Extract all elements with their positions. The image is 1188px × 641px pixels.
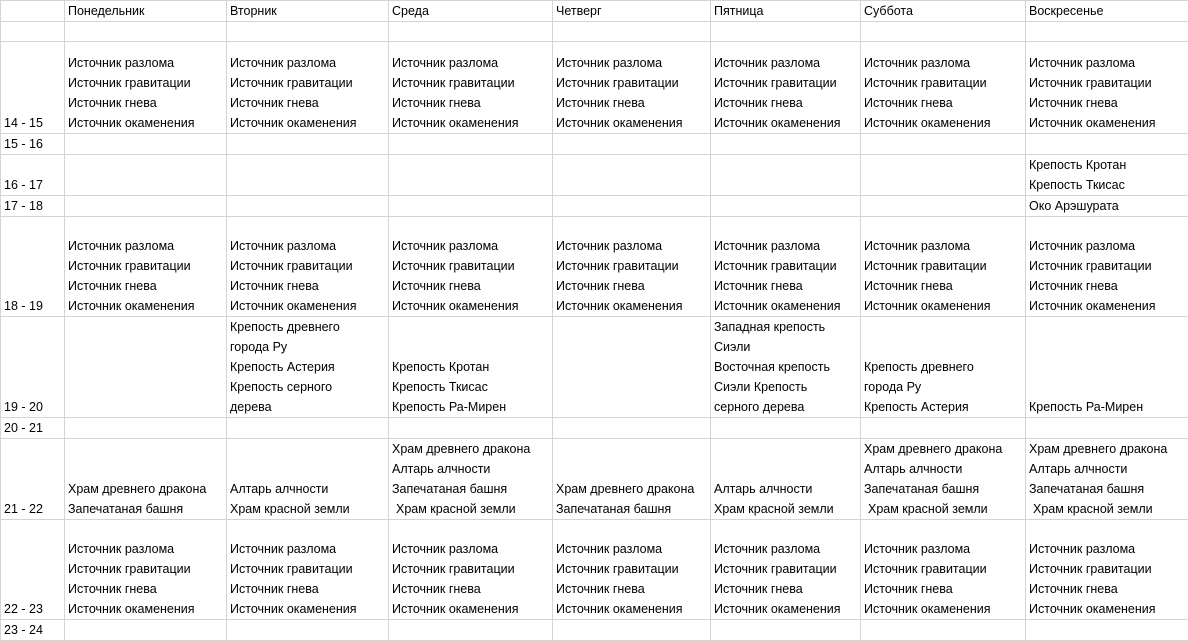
schedule-row	[1, 134, 1188, 155]
header-day-cell[interactable]: Вторник	[227, 1, 389, 22]
event-line: Источник гнева	[556, 579, 707, 599]
event-cell[interactable]	[711, 317, 861, 418]
event-line: Храм древнего дракона	[864, 439, 1022, 459]
event-line: Алтарь алчности	[230, 479, 385, 499]
event-cell[interactable]	[1026, 439, 1188, 520]
event-line: Источник гравитации	[68, 256, 223, 276]
event-cell[interactable]	[65, 317, 227, 418]
event-line: Алтарь алчности	[392, 459, 549, 479]
event-line: Храм древнего дракона	[392, 439, 549, 459]
event-line: Источник гравитации	[230, 559, 385, 579]
time-slot-cell[interactable]	[1, 22, 65, 42]
event-line: Источник гнева	[714, 93, 857, 113]
event-line: Храм красной земли	[1029, 499, 1185, 519]
event-line: Алтарь алчности	[864, 459, 1022, 479]
event-line: Источник окаменения	[556, 113, 707, 133]
event-line: Источник гравитации	[1029, 256, 1185, 276]
event-line: Источник гравитации	[556, 73, 707, 93]
event-line: Источник гнева	[1029, 93, 1185, 113]
schedule-body	[1, 22, 1188, 641]
event-cell[interactable]	[389, 317, 553, 418]
event-line: Источник гнева	[864, 276, 1022, 296]
event-line: Источник гнева	[230, 93, 385, 113]
header-day-cell[interactable]: Пятница	[711, 1, 861, 22]
event-cell[interactable]	[1026, 317, 1188, 418]
event-cell[interactable]	[1026, 134, 1188, 155]
event-line: Источник окаменения	[714, 296, 857, 316]
event-line: Западная крепость	[714, 317, 857, 337]
event-line: Источник гравитации	[230, 73, 385, 93]
event-line: Источник окаменения	[864, 599, 1022, 619]
time-slot-cell[interactable]: 16 - 17	[1, 155, 65, 196]
event-cell[interactable]	[65, 42, 227, 134]
event-line: Источник гнева	[392, 93, 549, 113]
event-cell[interactable]	[227, 620, 389, 641]
event-cell[interactable]	[861, 620, 1026, 641]
event-cell[interactable]	[389, 620, 553, 641]
event-line: Источник разлома	[392, 236, 549, 256]
event-cell[interactable]	[389, 134, 553, 155]
header-day-cell[interactable]: Среда	[389, 1, 553, 22]
event-cell[interactable]	[711, 22, 861, 42]
event-cell[interactable]	[861, 520, 1026, 620]
schedule-row	[1, 620, 1188, 641]
event-line: Источник разлома	[68, 53, 223, 73]
event-line: Крепость Ра-Мирен	[392, 397, 549, 417]
event-line: города Ру	[864, 377, 1022, 397]
event-line: Источник окаменения	[1029, 113, 1185, 133]
event-line: Храм красной земли	[230, 499, 385, 519]
event-line: Источник гравитации	[864, 256, 1022, 276]
event-line: Источник окаменения	[230, 113, 385, 133]
event-line: Источник разлома	[714, 236, 857, 256]
event-line: Источник окаменения	[392, 296, 549, 316]
event-line: Источник разлома	[392, 539, 549, 559]
event-line: Источник гнева	[1029, 579, 1185, 599]
event-line: Храм красной земли	[714, 499, 857, 519]
time-slot-cell[interactable]: 23 - 24	[1, 620, 65, 641]
event-line: Источник гравитации	[230, 256, 385, 276]
event-cell[interactable]	[227, 155, 389, 196]
time-slot-cell[interactable]: 21 - 22	[1, 439, 65, 520]
event-line: Источник гнева	[68, 579, 223, 599]
event-cell[interactable]	[65, 439, 227, 520]
event-line: Источник гравитации	[556, 559, 707, 579]
event-line: Источник окаменения	[714, 599, 857, 619]
event-cell[interactable]	[389, 42, 553, 134]
event-cell[interactable]	[227, 134, 389, 155]
event-line: Источник гравитации	[392, 256, 549, 276]
event-line: Источник гнева	[230, 276, 385, 296]
event-line: Источник окаменения	[230, 296, 385, 316]
event-line: Источник гравитации	[392, 73, 549, 93]
event-line: Источник гравитации	[68, 73, 223, 93]
event-line: Сиэли Крепость	[714, 377, 857, 397]
header-day-cell[interactable]: Четверг	[553, 1, 711, 22]
event-cell[interactable]	[553, 42, 711, 134]
event-cell[interactable]	[227, 196, 389, 217]
event-line: Источник гнева	[392, 579, 549, 599]
event-cell[interactable]	[553, 317, 711, 418]
event-line: Источник гнева	[864, 579, 1022, 599]
event-cell[interactable]	[711, 620, 861, 641]
event-line: Крепость древнего	[864, 357, 1022, 377]
event-line: Запечатаная башня	[864, 479, 1022, 499]
event-line: Источник гравитации	[1029, 559, 1185, 579]
event-line: Сиэли	[714, 337, 857, 357]
event-line: Источник гравитации	[714, 559, 857, 579]
event-line: Источник окаменения	[864, 113, 1022, 133]
event-cell[interactable]	[711, 196, 861, 217]
event-line: Источник гравитации	[556, 256, 707, 276]
event-cell[interactable]	[711, 520, 861, 620]
event-cell[interactable]	[1026, 22, 1188, 42]
time-slot-cell[interactable]: 19 - 20	[1, 317, 65, 418]
event-cell[interactable]	[65, 22, 227, 42]
time-slot-cell[interactable]: 22 - 23	[1, 520, 65, 620]
event-cell[interactable]	[553, 22, 711, 42]
schedule-row	[1, 317, 1188, 418]
event-cell[interactable]	[553, 196, 711, 217]
time-slot-cell[interactable]: 20 - 21	[1, 418, 65, 439]
event-cell[interactable]	[389, 217, 553, 317]
event-cell[interactable]	[861, 196, 1026, 217]
event-line: Храм древнего дракона	[68, 479, 223, 499]
event-cell[interactable]	[861, 134, 1026, 155]
event-cell[interactable]	[711, 155, 861, 196]
event-line: Крепость Ткисас	[392, 377, 549, 397]
header-corner-cell[interactable]	[1, 1, 65, 22]
event-cell[interactable]	[389, 418, 553, 439]
header-day-cell[interactable]: Суббота	[861, 1, 1026, 22]
event-cell[interactable]	[65, 196, 227, 217]
event-line: Запечатаная башня	[68, 499, 223, 519]
event-line: Источник гравитации	[1029, 73, 1185, 93]
schedule-row	[1, 196, 1188, 217]
event-cell[interactable]	[1026, 155, 1188, 196]
event-line: Восточная крепость	[714, 357, 857, 377]
event-line: Источник гнева	[68, 276, 223, 296]
event-line: Источник окаменения	[1029, 599, 1185, 619]
event-line: Крепость Астерия	[230, 357, 385, 377]
event-cell[interactable]	[861, 418, 1026, 439]
event-line: Источник разлома	[230, 539, 385, 559]
event-cell[interactable]	[861, 317, 1026, 418]
event-line: города Ру	[230, 337, 385, 357]
time-slot-cell[interactable]: 14 - 15	[1, 42, 65, 134]
event-cell[interactable]	[1026, 520, 1188, 620]
event-cell[interactable]	[1026, 196, 1188, 217]
event-cell[interactable]	[861, 155, 1026, 196]
event-line: Источник разлома	[1029, 53, 1185, 73]
event-line: Крепость Кротан	[1029, 155, 1185, 175]
event-line: Источник разлома	[68, 539, 223, 559]
event-cell[interactable]	[65, 217, 227, 317]
event-cell[interactable]	[553, 439, 711, 520]
event-line: Источник разлома	[556, 236, 707, 256]
event-line: Источник гнева	[714, 579, 857, 599]
event-line: Источник разлома	[68, 236, 223, 256]
event-cell[interactable]	[389, 520, 553, 620]
header-day-cell[interactable]: Понедельник	[65, 1, 227, 22]
event-cell[interactable]	[861, 22, 1026, 42]
event-line: дерева	[230, 397, 385, 417]
event-cell[interactable]	[553, 217, 711, 317]
event-cell[interactable]	[1026, 217, 1188, 317]
event-line: Источник окаменения	[392, 599, 549, 619]
event-cell[interactable]	[711, 134, 861, 155]
event-cell[interactable]	[389, 155, 553, 196]
event-cell[interactable]	[65, 620, 227, 641]
event-line: Источник гравитации	[392, 559, 549, 579]
event-line: Источник гнева	[714, 276, 857, 296]
event-cell[interactable]	[711, 439, 861, 520]
event-line: Источник окаменения	[68, 113, 223, 133]
event-line: Источник разлома	[864, 236, 1022, 256]
event-line: Источник разлома	[556, 53, 707, 73]
schedule-row	[1, 217, 1188, 317]
event-line: Крепость древнего	[230, 317, 385, 337]
event-line: Источник гравитации	[68, 559, 223, 579]
event-cell[interactable]	[227, 439, 389, 520]
event-line: Запечатаная башня	[556, 499, 707, 519]
event-line: Источник окаменения	[556, 599, 707, 619]
event-line: Источник окаменения	[864, 296, 1022, 316]
event-line: Запечатаная башня	[392, 479, 549, 499]
event-line: Источник окаменения	[68, 296, 223, 316]
schedule-row	[1, 42, 1188, 134]
event-cell[interactable]	[227, 22, 389, 42]
event-line: Источник гравитации	[864, 559, 1022, 579]
event-cell[interactable]	[389, 22, 553, 42]
event-line: Источник гнева	[556, 93, 707, 113]
event-line: Крепость серного	[230, 377, 385, 397]
header-row	[1, 1, 1188, 22]
event-line: Источник окаменения	[714, 113, 857, 133]
event-line: Запечатаная башня	[1029, 479, 1185, 499]
event-cell[interactable]	[553, 134, 711, 155]
event-line: Храм древнего дракона	[556, 479, 707, 499]
header-day-cell[interactable]: Воскресенье	[1026, 1, 1188, 22]
event-cell[interactable]	[1026, 620, 1188, 641]
event-line: Источник разлома	[714, 53, 857, 73]
time-slot-cell[interactable]: 15 - 16	[1, 134, 65, 155]
event-line: Источник разлома	[392, 53, 549, 73]
schedule-row	[1, 439, 1188, 520]
time-slot-cell[interactable]: 18 - 19	[1, 217, 65, 317]
event-cell[interactable]	[65, 418, 227, 439]
schedule-row	[1, 22, 1188, 42]
event-cell[interactable]	[65, 155, 227, 196]
event-cell[interactable]	[389, 439, 553, 520]
event-line: Источник гравитации	[714, 256, 857, 276]
event-cell[interactable]	[1026, 42, 1188, 134]
event-line: Источник окаменения	[68, 599, 223, 619]
schedule-row	[1, 418, 1188, 439]
schedule-row	[1, 155, 1188, 196]
event-line: Источник окаменения	[556, 296, 707, 316]
event-line: Источник гнева	[68, 93, 223, 113]
event-line: Источник гнева	[1029, 276, 1185, 296]
event-line: Источник окаменения	[1029, 296, 1185, 316]
event-cell[interactable]	[553, 418, 711, 439]
event-cell[interactable]	[861, 217, 1026, 317]
event-line: Алтарь алчности	[1029, 459, 1185, 479]
event-cell[interactable]	[861, 439, 1026, 520]
event-line: Алтарь алчности	[714, 479, 857, 499]
event-cell[interactable]	[389, 196, 553, 217]
event-cell[interactable]	[65, 134, 227, 155]
event-cell[interactable]	[227, 317, 389, 418]
event-cell[interactable]	[711, 42, 861, 134]
event-cell[interactable]	[711, 418, 861, 439]
time-slot-cell[interactable]: 17 - 18	[1, 196, 65, 217]
event-line: Источник гнева	[864, 93, 1022, 113]
event-line: Источник гнева	[230, 579, 385, 599]
event-line: Источник разлома	[230, 236, 385, 256]
event-line: Око Арэшурата	[1029, 196, 1185, 216]
event-line: Источник окаменения	[230, 599, 385, 619]
event-line: серного дерева	[714, 397, 857, 417]
event-cell[interactable]	[1026, 418, 1188, 439]
event-line: Источник гнева	[392, 276, 549, 296]
event-cell[interactable]	[553, 520, 711, 620]
event-cell[interactable]	[553, 155, 711, 196]
schedule-row	[1, 520, 1188, 620]
event-cell[interactable]	[227, 520, 389, 620]
event-cell[interactable]	[227, 42, 389, 134]
event-line: Крепость Кротан	[392, 357, 549, 377]
event-line: Источник разлома	[230, 53, 385, 73]
event-line: Источник разлома	[1029, 539, 1185, 559]
event-line: Крепость Ткисас	[1029, 175, 1185, 195]
event-line: Источник разлома	[714, 539, 857, 559]
event-line: Источник разлома	[1029, 236, 1185, 256]
event-line: Храм древнего дракона	[1029, 439, 1185, 459]
event-line: Храм красной земли	[392, 499, 549, 519]
event-line: Источник разлома	[864, 53, 1022, 73]
event-cell[interactable]	[227, 418, 389, 439]
event-line: Источник гнева	[556, 276, 707, 296]
event-line: Крепость Астерия	[864, 397, 1022, 417]
event-cell[interactable]	[65, 520, 227, 620]
event-cell[interactable]	[861, 42, 1026, 134]
event-line: Храм красной земли	[864, 499, 1022, 519]
event-line: Источник гравитации	[864, 73, 1022, 93]
event-cell[interactable]	[711, 217, 861, 317]
event-line: Источник разлома	[864, 539, 1022, 559]
event-line: Источник разлома	[556, 539, 707, 559]
event-cell[interactable]	[227, 217, 389, 317]
event-line: Крепость Ра-Мирен	[1029, 397, 1185, 417]
event-line: Источник гравитации	[714, 73, 857, 93]
event-line: Источник окаменения	[392, 113, 549, 133]
event-cell[interactable]	[553, 620, 711, 641]
